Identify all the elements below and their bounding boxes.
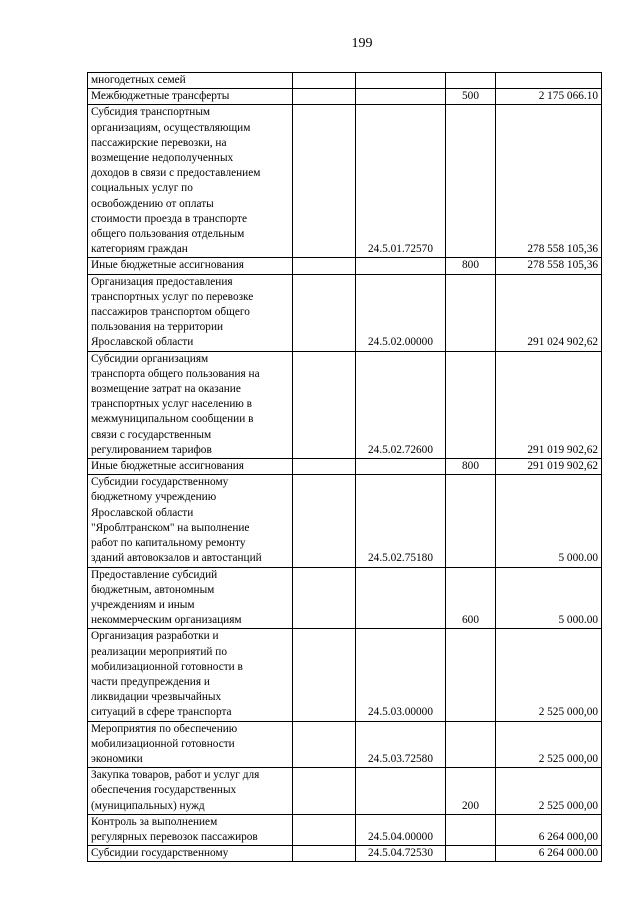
row-code: 24.5.01.72570 <box>368 243 433 256</box>
row-sum-cell <box>496 105 602 258</box>
row-kind: 800 <box>462 259 479 272</box>
row-code-cell <box>356 475 446 567</box>
row-kind-cell <box>446 629 496 721</box>
row-sum-cell <box>496 274 602 351</box>
row-name-cell <box>88 258 293 274</box>
row-sum-cell <box>496 567 602 629</box>
row-kind-cell <box>446 721 496 768</box>
row-empty-cell <box>293 105 356 258</box>
row-sum-cell <box>496 89 602 105</box>
row-name: Организация разработки и реализации мероприятий по мобилизационной готовности в части предупреждения и ликвидации чрезвычайных ситуаций в сфере транспорта <box>91 630 243 719</box>
row-sum: 291 024 902,62 <box>527 336 598 349</box>
row-sum: 5 000.00 <box>558 614 598 627</box>
row-name-cell <box>88 567 293 629</box>
row-sum-cell <box>496 721 602 768</box>
row-name: Иные бюджетные ассигнования <box>91 460 244 473</box>
table-row <box>88 721 602 768</box>
row-empty-cell <box>293 629 356 721</box>
row-name-cell <box>88 768 293 815</box>
row-kind-cell <box>446 814 496 845</box>
row-sum: 291 019 902,62 <box>527 460 598 473</box>
row-sum: 6 264 000.00 <box>538 847 598 860</box>
row-name-cell <box>88 274 293 351</box>
row-code-cell <box>356 89 446 105</box>
row-kind-cell <box>446 768 496 815</box>
table-row <box>88 475 602 567</box>
row-empty-cell <box>293 73 356 89</box>
row-empty-cell <box>293 351 356 458</box>
row-sum: 2 525 000,00 <box>538 752 598 765</box>
row-kind-cell <box>446 105 496 258</box>
table-row <box>88 73 602 89</box>
row-kind: 600 <box>462 614 479 627</box>
table-row <box>88 105 602 258</box>
row-code-cell <box>356 105 446 258</box>
row-empty-cell <box>293 89 356 105</box>
row-name: Организация предоставления транспортных услуг по перевозке пассажиров транспортом общего пользования на территории Ярославской области <box>91 275 254 349</box>
row-code-cell <box>356 73 446 89</box>
row-sum-cell <box>496 475 602 567</box>
row-sum-cell <box>496 459 602 475</box>
budget-table-body <box>88 73 602 862</box>
row-code: 24.5.04.72530 <box>368 847 433 860</box>
row-name: Субсидии государственному <box>91 847 229 860</box>
row-sum-cell <box>496 768 602 815</box>
row-sum-cell <box>496 73 602 89</box>
row-code-cell <box>356 629 446 721</box>
row-empty-cell <box>293 721 356 768</box>
row-name: Субсидии организациям транспорта общего пользования на возмещение затрат на оказание транспортных услуг населению в межмуниципальном сообщении в связи с государственным регулированием тарифов <box>91 352 260 456</box>
row-kind-cell <box>446 258 496 274</box>
row-name-cell <box>88 73 293 89</box>
budget-table <box>87 72 602 862</box>
row-name-cell <box>88 475 293 567</box>
table-row <box>88 814 602 845</box>
row-name: Закупка товаров, работ и услуг для обеспечения государственных (муниципальных) нужд <box>91 769 260 812</box>
row-code-cell <box>356 351 446 458</box>
row-sum-cell <box>496 629 602 721</box>
table-row <box>88 567 602 629</box>
row-code: 24.5.03.00000 <box>368 706 433 719</box>
row-code-cell <box>356 768 446 815</box>
row-name: Межбюджетные трансферты <box>91 90 230 103</box>
table-row <box>88 274 602 351</box>
row-code: 24.5.02.00000 <box>368 336 433 349</box>
row-kind-cell <box>446 846 496 862</box>
row-name: Иные бюджетные ассигнования <box>91 259 244 272</box>
row-code: 24.5.02.75180 <box>368 552 433 565</box>
row-name-cell <box>88 351 293 458</box>
row-name: многодетных семей <box>91 74 186 86</box>
row-empty-cell <box>293 567 356 629</box>
row-code-cell <box>356 459 446 475</box>
row-sum: 2 175 066.10 <box>538 90 598 103</box>
row-code-cell <box>356 721 446 768</box>
row-name: Субсидия транспортным организациям, осуществляющим пассажирские перевозки, на возмещение недополученных доходов в связи с предоставлением социальных услуг по освобождению от оплаты стоимости проезда в транспорте общего пользования отдельным категориям граждан <box>91 106 261 256</box>
row-code-cell <box>356 846 446 862</box>
row-kind: 800 <box>462 460 479 473</box>
row-sum: 278 558 105,36 <box>527 243 598 256</box>
row-name-cell <box>88 814 293 845</box>
row-sum: 291 019 902,62 <box>527 443 598 456</box>
row-empty-cell <box>293 768 356 815</box>
row-name-cell <box>88 721 293 768</box>
row-name-cell <box>88 846 293 862</box>
row-kind-cell <box>446 73 496 89</box>
row-sum: 278 558 105,36 <box>527 259 598 272</box>
row-empty-cell <box>293 459 356 475</box>
row-sum: 6 264 000,00 <box>538 830 598 843</box>
table-row <box>88 459 602 475</box>
row-code-cell <box>356 814 446 845</box>
row-empty-cell <box>293 814 356 845</box>
row-name-cell <box>88 89 293 105</box>
row-sum-cell <box>496 846 602 862</box>
row-empty-cell <box>293 274 356 351</box>
row-code-cell <box>356 274 446 351</box>
page-number: 199 <box>351 36 373 51</box>
row-empty-cell <box>293 258 356 274</box>
table-row <box>88 629 602 721</box>
row-code: 24.5.02.72600 <box>368 443 433 456</box>
table-row <box>88 846 602 862</box>
row-code-cell <box>356 258 446 274</box>
row-name: Субсидии государственному бюджетному учреждению Ярославской области "Яроблтранском" на выполнение работ по капитальному ремонту зданий автовокзалов и автостанций <box>91 476 262 565</box>
row-name-cell <box>88 629 293 721</box>
row-kind-cell <box>446 89 496 105</box>
table-row <box>88 258 602 274</box>
row-kind: 200 <box>462 799 479 812</box>
row-kind-cell <box>446 459 496 475</box>
row-sum: 2 525 000,00 <box>538 706 598 719</box>
row-code-cell <box>356 567 446 629</box>
row-sum: 5 000.00 <box>558 552 598 565</box>
table-row <box>88 351 602 458</box>
row-name: Мероприятия по обеспечению мобилизационной готовности экономики <box>91 722 238 765</box>
row-empty-cell <box>293 846 356 862</box>
row-sum: 2 525 000,00 <box>538 799 598 812</box>
row-kind-cell <box>446 274 496 351</box>
row-sum-cell <box>496 814 602 845</box>
row-sum-cell <box>496 258 602 274</box>
table-row <box>88 89 602 105</box>
row-kind-cell <box>446 475 496 567</box>
row-kind: 500 <box>462 90 479 103</box>
row-name: Контроль за выполнением регулярных перевозок пассажиров <box>91 815 258 843</box>
row-code: 24.5.03.72580 <box>368 752 433 765</box>
table-row <box>88 768 602 815</box>
row-code: 24.5.04.00000 <box>368 830 433 843</box>
row-sum-cell <box>496 351 602 458</box>
row-name-cell <box>88 459 293 475</box>
row-kind-cell <box>446 351 496 458</box>
row-kind-cell <box>446 567 496 629</box>
row-name-cell <box>88 105 293 258</box>
row-name: Предоставление субсидий бюджетным, автономным учреждениям и иным некоммерческим организациям <box>91 568 242 627</box>
row-empty-cell <box>293 475 356 567</box>
